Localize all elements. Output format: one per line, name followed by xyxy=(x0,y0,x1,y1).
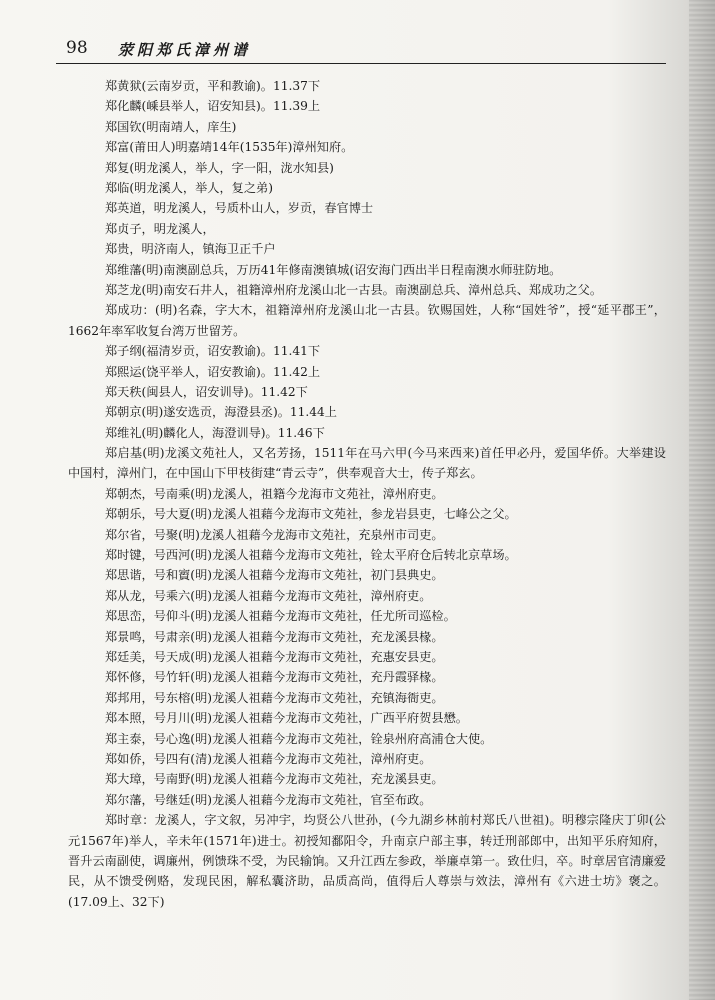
entry-paragraph-zheng-qiji: 郑启基(明)龙溪文苑社人，又名芳扬，1511年在马六甲(今马来西来)首任甲必丹，爱国华侨。大举建设中国村，漳州门，在中国山下甲枝街建“青云寺”，供奉观音大士，传子郑玄。 xyxy=(68,446,666,481)
entry-line: 郑天秩(闽县人，诏安训导)。11.42下 xyxy=(105,384,308,399)
entry-line: 郑怀修，号竹轩(明)龙溪人祖藉今龙海市文苑社，充丹霞驿椽。 xyxy=(105,670,444,685)
page-number: 98 xyxy=(66,38,88,58)
entry-paragraph-zheng-shizhang: 郑时章：龙溪人，字文叙，另冲宇，均贤公八世孙，(今九湖乡林前村郑氏八世祖)。明穆宗隆庆丁卯(公元1567年)举人，辛未年(1571年)进士。初授知鄱阳令，升南京户部主事，转迁刑部郎中，出知平乐府知府，晋升云南副使，调廉州，例馈珠不受，为民输饷。又升江西左参政，举廉卓第一。致仕归，卒。时章居官清廉爱民，从不馈受例赂，发现民困，解私囊济助，品质高尚，值得后人尊崇与效法，漳州有《六进士坊》褒之。(17.09上、32下) xyxy=(68,813,666,909)
entry-line: 郑时键，号西河(明)龙溪人祖藉今龙海市文苑社，铨太平府仓后转北京草场。 xyxy=(105,548,517,563)
book-title: 荥阳郑氏漳州谱 xyxy=(118,41,252,59)
entry-line: 郑贞子，明龙溪人， xyxy=(105,221,215,236)
entry-line: 郑熙运(饶平举人，诏安教谕)。11.42上 xyxy=(105,364,321,379)
header-divider xyxy=(56,63,666,64)
entry-line: 郑尔藩，号继廷(明)龙溪人祖藉今龙海市文苑社，官至布政。 xyxy=(105,792,432,807)
entry-line: 郑化麟(嵊县举人，诏安知县)。11.39上 xyxy=(105,99,321,114)
entry-line: 郑芝龙(明)南安石井人，祖籍漳州府龙溪山北一古县。南澳副总兵、漳州总兵、郑成功之父。 xyxy=(105,282,603,297)
entry-line: 郑贵，明济南人，镇海卫正千户 xyxy=(105,242,276,257)
entry-line: 郑邦用，号东榕(明)龙溪人祖藉今龙海市文苑社，充镇海衙吏。 xyxy=(105,690,444,705)
entry-line: 郑复(明龙溪人，举人，字一阳，泷水知县) xyxy=(105,160,334,175)
entry-line: 郑思峦，号仰斗(明)龙溪人祖藉今龙海市文苑社，任尤所司巡检。 xyxy=(105,609,456,624)
entry-line: 郑维礼(明)麟化人，海澄训导)。11.46下 xyxy=(105,425,325,440)
scan-shadow-edge xyxy=(689,0,715,1000)
body-text xyxy=(68,76,666,912)
entry-line: 郑黄狱(云南岁贡，平和教谕)。11.37下 xyxy=(105,79,321,93)
entry-line: 郑国钦(明南靖人，庠生) xyxy=(105,119,237,134)
entry-line: 郑尔省，号聚(明)龙溪人祖藉今龙海市文苑社，充泉州市司吏。 xyxy=(105,527,444,542)
entry-line: 郑廷美，号天成(明)龙溪人祖藉今龙海市文苑社，充惠安县吏。 xyxy=(105,650,444,664)
entry-line: 郑朝京(明)遂安选贡，海澄县丞)。11.44上 xyxy=(105,405,337,420)
entry-line: 郑思谐，号和賨(明)龙溪人祖藉今龙海市文苑社，初门县典史。 xyxy=(105,568,444,583)
entry-line: 郑朝乐，号大夏(明)龙溪人祖藉今龙海市文苑社，参龙岩县吏，七峰公之父。 xyxy=(105,507,517,522)
entry-paragraph-zheng-chenggong: 郑成功：(明)名森，字大木，祖籍漳州府龙溪山北一古县。钦赐国姓，人称“国姓爷”，授“延平郡王”，1662年率军收复台湾万世留芳。 xyxy=(68,303,666,338)
entry-line: 郑从龙，号乘六(明)龙溪人祖藉今龙海市文苑社，漳州府吏。 xyxy=(105,588,432,603)
page-header xyxy=(58,38,658,62)
entry-line: 郑景鸣，号肃亲(明)龙溪人祖藉今龙海市文苑社，充龙溪县椽。 xyxy=(105,629,444,644)
entry-line: 郑如侨，号四有(清)龙溪人祖藉今龙海市文苑社，漳州府吏。 xyxy=(105,751,432,766)
entry-line: 郑主泰，号心逸(明)龙溪人祖藉今龙海市文苑社，铨泉州府高浦仓大使。 xyxy=(105,731,493,746)
entry-line: 郑大璋，号南野(明)龙溪人祖藉今龙海市文苑社，充龙溪县吏。 xyxy=(105,772,444,787)
entry-line: 郑富(莆田人)明嘉靖14年(1535年)漳州知府。 xyxy=(105,140,354,155)
entry-line: 郑维藩(明)南澳副总兵，万历41年修南澳镇城(诏安海门西出半日程南澳水师驻防地。 xyxy=(105,262,562,277)
entry-line: 郑临(明龙溪人，举人，复之弟) xyxy=(105,180,273,195)
entry-line: 郑子纲(福清岁贡，诏安教谕)。11.41下 xyxy=(105,344,321,359)
entry-line: 郑本照，号月川(明)龙溪人祖藉今龙海市文苑社，广西平府贺县懋。 xyxy=(105,711,468,726)
entry-line: 郑英道，明龙溪人，号质朴山人，岁贡，春官博士 xyxy=(105,201,374,216)
entry-line: 郑朝杰，号南乘(明)龙溪人，祖籍今龙海市文苑社，漳州府吏。 xyxy=(105,486,444,501)
